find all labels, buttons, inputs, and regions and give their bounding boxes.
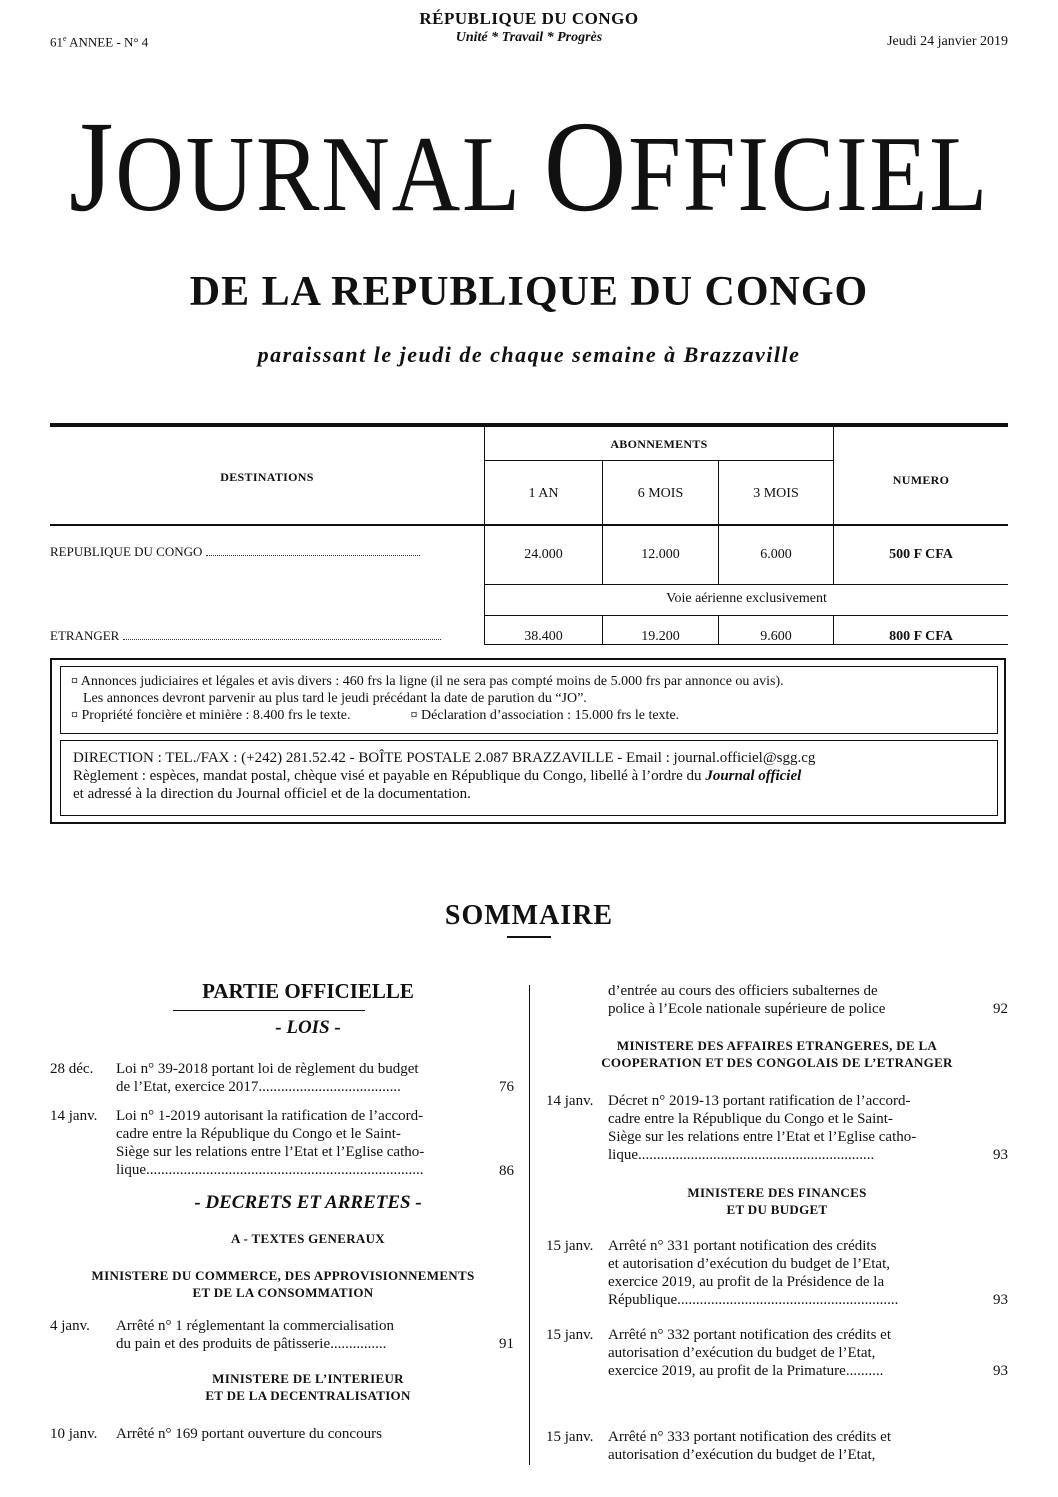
partie-underline	[173, 1010, 365, 1011]
direction-payment: Règlement : espèces, mandat postal, chèque visé et payable en République du Congo, libellé à l’ordre du Journal officiel	[73, 768, 802, 784]
toc-entry: 15 janv. Arrêté n° 332 portant notification des crédits et autorisation d’exécution du budget de l’Etat, exercice 2019, au profit de la Primature.......... 93	[546, 1327, 1008, 1379]
toc-entry: 15 janv. Arrêté n° 333 portant notification des crédits et autorisation d’exécution du budget de l’Etat,	[546, 1429, 891, 1463]
toc-entry: 28 déc. Loi n° 39-2018 portant loi de règlement du budget de l’Etat, exercice 2017...................................... 76	[50, 1061, 514, 1095]
direction-address: et adressé à la direction du Journal officiel et de la documentation.	[73, 786, 471, 802]
notice-line-1: ¤ Annonces judiciaires et légales et avis divers : 460 frs la ligne (il ne sera pas compté moins de 5.000 frs par annonce ou avis).	[71, 674, 784, 689]
direction-box	[60, 740, 998, 816]
price-congo-3mois: 6.000	[760, 547, 792, 562]
subscription-table	[50, 423, 1008, 645]
lois-heading: - LOIS -	[275, 1017, 341, 1038]
ministry-interieur-heading: MINISTERE DE L’INTERIEUR ET DE LA DECENTRALISATION	[205, 1371, 411, 1403]
republic-name: RÉPUBLIQUE DU CONGO	[419, 9, 639, 28]
national-motto: Unité * Travail * Progrès	[455, 30, 603, 45]
masthead-tagline: paraissant le jeudi de chaque semaine à Brazzaville	[257, 342, 801, 367]
partie-officielle-heading: PARTIE OFFICIELLE	[202, 979, 414, 1003]
destination-congo: REPUBLIQUE DU CONGO	[50, 544, 420, 560]
ministry-commerce-heading: MINISTERE DU COMMERCE, DES APPROVISIONNEMENTS ET DE LA CONSOMMATION	[91, 1268, 475, 1300]
abonnements-header: ABONNEMENTS	[610, 437, 708, 451]
masthead-title: JOURNAL OFFICIEL	[68, 95, 990, 239]
masthead-subtitle: DE LA REPUBLIQUE DU CONGO	[189, 269, 869, 315]
sommaire-title: SOMMAIRE	[444, 900, 614, 931]
price-etranger-1an: 38.400	[524, 629, 563, 644]
toc-entry-continued: d’entrée au cours des officiers subalternes de police à l’Ecole nationale supérieure de police 92	[608, 983, 1008, 1017]
period-1an: 1 AN	[528, 486, 559, 501]
textes-generaux-heading: A - TEXTES GENERAUX	[231, 1231, 385, 1246]
price-etranger-6mois: 19.200	[641, 629, 680, 644]
price-congo-6mois: 12.000	[641, 547, 680, 562]
toc-entry: 14 janv. Loi n° 1-2019 autorisant la ratification de l’accord- cadre entre la République du Congo et le Saint- Siège sur les relations entre l’Etat et l’Eglise catho- lique.......................................................................... 86	[50, 1108, 514, 1179]
issue-date: Jeudi 24 janvier 2019	[887, 34, 1008, 49]
toc-entry: 15 janv. Arrêté n° 331 portant notification des crédits et autorisation d’exécution du budget de l’Etat, exercice 2019, au profit de la Présidence de la République........................................................... 93	[546, 1238, 1008, 1308]
table-top-rule	[50, 423, 1008, 427]
notice-line-2: Les annonces devront parvenir au plus tard le jeudi précédant la date de parution du “JO”.	[83, 691, 587, 706]
notice-line-3: ¤ Propriété foncière et minière : 8.400 frs le texte. ¤ Déclaration d’association : 15.000 frs le texte.	[71, 708, 680, 723]
decrets-heading: - DECRETS ET ARRETES -	[194, 1192, 422, 1213]
announcements-box	[60, 666, 998, 734]
destination-etranger: ETRANGER	[50, 628, 441, 644]
ministry-etrangeres-heading: MINISTERE DES AFFAIRES ETRANGERES, DE LA COOPERATION ET DES CONGOLAIS DE L’ETRANGER	[601, 1038, 953, 1070]
direction-contact: DIRECTION : TEL./FAX : (+242) 281.52.42 - BOÎTE POSTALE 2.087 BRAZZAVILLE - Email : journal.officiel@sgg.cg	[73, 750, 816, 766]
numero-etranger: 800 F CFA	[889, 629, 953, 644]
destinations-header: DESTINATIONS	[220, 470, 314, 484]
period-6mois: 6 MOIS	[637, 486, 684, 501]
toc-entry: 14 janv. Décret n° 2019-13 portant ratification de l’accord- cadre entre la République du Congo et le Saint- Siège sur les relations entre l’Etat et l’Eglise catho- lique............................................................... 93	[546, 1093, 1008, 1163]
toc-entry: 4 janv. Arrêté n° 1 réglementant la commercialisation du pain et des produits de pâtisserie............... 91	[50, 1318, 514, 1352]
numero-congo: 500 F CFA	[889, 547, 953, 562]
toc-entry: 10 janv. Arrêté n° 169 portant ouverture du concours	[50, 1426, 382, 1442]
sommaire-rule	[507, 936, 551, 938]
edition-number: 61e ANNEE - N° 4	[50, 34, 149, 50]
ministry-finances-heading: MINISTERE DES FINANCES ET DU BUDGET	[687, 1185, 867, 1217]
price-congo-1an: 24.000	[524, 547, 563, 562]
numero-header: NUMERO	[892, 473, 950, 487]
air-note: Voie aérienne exclusivement	[666, 591, 827, 606]
period-3mois: 3 MOIS	[753, 486, 799, 501]
price-etranger-3mois: 9.600	[760, 629, 792, 644]
